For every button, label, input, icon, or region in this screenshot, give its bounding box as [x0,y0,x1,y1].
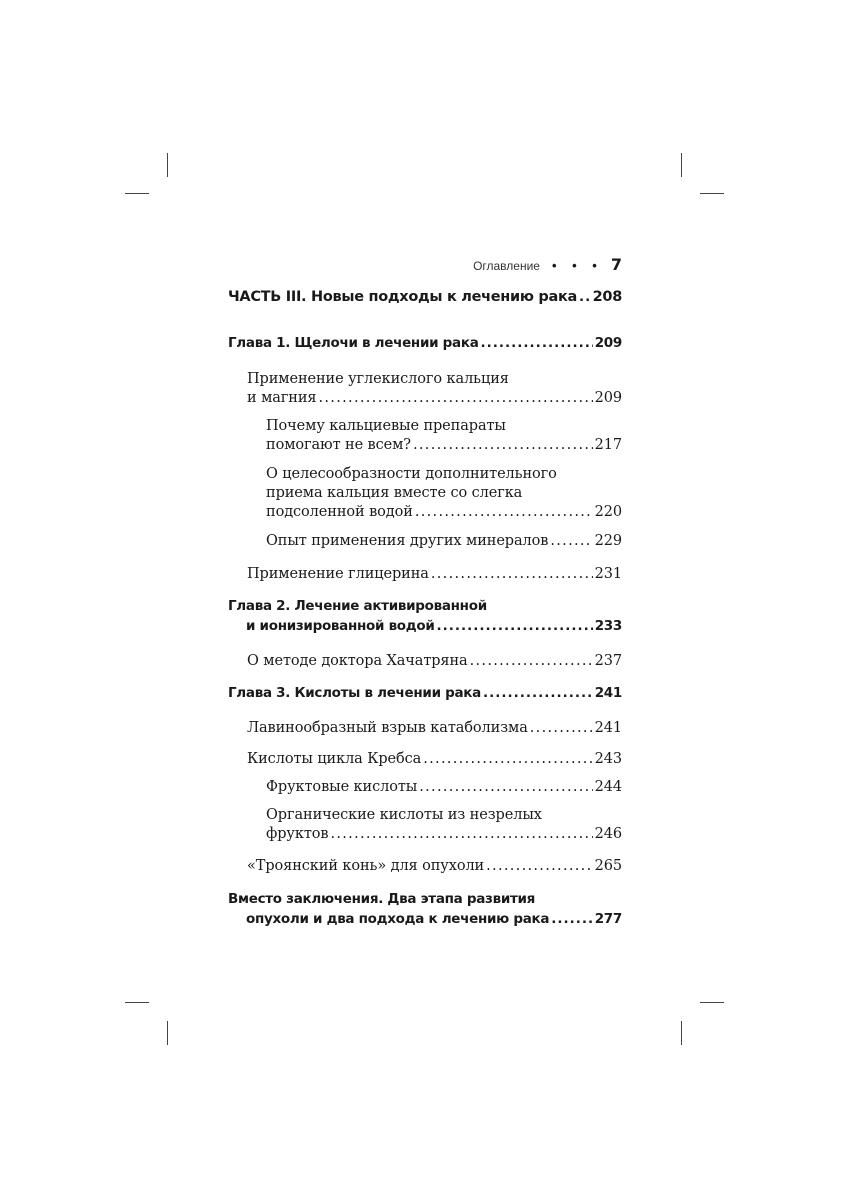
crop-mark-top-left [125,193,149,194]
crop-mark-bottom-right [681,1021,682,1045]
entry-title: Глава 1. Щелочи в лечении рака [228,335,479,351]
entry-title-line: подсоленной водой [266,504,413,520]
entry-page: 246 [594,826,622,842]
toc-entry-fruit-acids[interactable] [266,778,622,797]
dot-leader [423,750,592,769]
entry-title: Лавинообразный взрыв катаболизма [247,720,528,736]
entry-title-line: Применение углекислого кальция [247,371,509,387]
entry-page: 243 [594,751,622,767]
dot-leader [318,389,592,408]
entry-title-line: Органические кислоты из незрелых [266,807,542,823]
toc-entry-trojan-horse[interactable] [247,857,622,876]
dot-leader [579,287,591,307]
header-dots: • • • [551,258,603,273]
entry-page: 241 [594,720,622,736]
entry-page: 237 [594,653,622,669]
toc-entry-chapter-3[interactable] [228,683,622,703]
toc-entry-other-minerals[interactable] [266,532,622,551]
running-header [228,255,622,275]
entry-title-line: опухоли и два подхода к лечению рака [246,911,550,927]
entry-title: «Троянский конь» для опухоли [247,858,485,874]
dot-leader [415,503,593,522]
toc-entry-glycerin[interactable] [247,565,622,584]
dot-leader [481,333,593,353]
toc-entry-krebs-acids[interactable] [247,750,622,769]
entry-title-line: фруктов [266,826,329,842]
entry-page: 209 [594,390,622,406]
dot-leader [530,719,593,738]
entry-title-line: и ионизированной водой [246,618,435,634]
entry-title-line: и магния [247,390,317,406]
dot-leader [419,778,592,797]
entry-title: ЧАСТЬ III. Новые подходы к лечению рака [228,289,578,305]
toc-entry-chapter-1[interactable] [228,333,622,353]
dot-leader [431,565,593,584]
dot-leader [470,652,593,671]
entry-page: 220 [594,504,622,520]
toc-entry-calcium-not-for-all[interactable] [266,417,622,455]
page-number: 7 [610,255,622,274]
crop-mark-bottom-right [700,1002,724,1003]
dot-leader [330,825,592,844]
entry-title-line: Глава 2. Лечение активированной [228,598,487,614]
dot-leader [486,857,592,876]
entry-title-line: приема кальция вместе со слегка [266,485,523,501]
toc-entry-calcium-salted-water[interactable] [266,465,622,522]
entry-title: Применение глицерина [247,566,429,582]
entry-page: 244 [594,779,622,795]
running-title: Оглавление [473,259,540,273]
dot-leader [437,616,593,636]
toc-entry-khachatryan-method[interactable] [247,652,622,671]
dot-leader [551,909,592,929]
dot-leader [483,683,593,703]
crop-mark-bottom-left [167,1021,168,1045]
entry-page: 208 [592,289,622,305]
entry-page: 217 [594,437,622,453]
entry-title-line: Почему кальциевые препараты [266,418,506,434]
toc-entry-part3[interactable] [228,287,622,307]
toc-entry-conclusion[interactable] [228,889,622,929]
crop-mark-bottom-left [125,1002,149,1003]
entry-title: Фруктовые кислоты [266,779,418,795]
entry-title: Кислоты цикла Кребса [247,751,422,767]
entry-title: Глава 3. Кислоты в лечении рака [228,685,481,701]
entry-page: 277 [594,911,622,927]
entry-page: 265 [594,858,622,874]
crop-mark-top-right [681,153,682,177]
entry-page: 231 [594,566,622,582]
crop-mark-top-right [700,193,724,194]
entry-title-line: помогают не всем? [266,437,411,453]
entry-title: Опыт применения других минералов [266,533,549,549]
toc-entry-unripe-fruit-acids[interactable] [266,806,622,844]
entry-title-line: Вместо заключения. Два этапа развития [228,891,536,907]
entry-page: 209 [594,335,622,351]
entry-page: 241 [594,685,622,701]
entry-page: 229 [594,533,622,549]
toc-entry-catabolism-burst[interactable] [247,719,622,738]
entry-page: 233 [594,618,622,634]
dot-leader [550,532,592,551]
toc-entry-chapter-2[interactable] [228,596,622,636]
crop-mark-top-left [167,153,168,177]
entry-title: О методе доктора Хачатряна [247,653,468,669]
toc-entry-calcium-magnesium[interactable] [247,370,622,408]
entry-title-line: О целесообразности дополнительного [266,466,557,482]
dot-leader [413,436,593,455]
